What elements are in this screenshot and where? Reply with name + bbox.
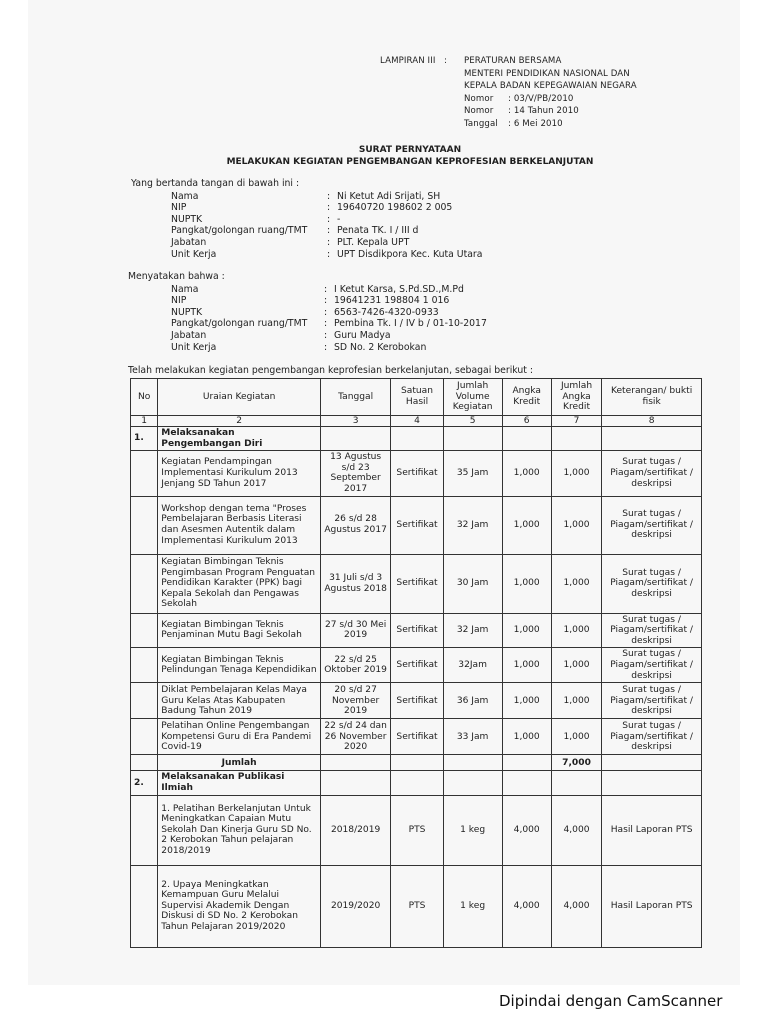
- col-num: 4: [391, 416, 443, 427]
- table-row: [131, 795, 702, 865]
- header-uraian: Uraian Kegiatan: [158, 379, 321, 416]
- cell-volume: 32 Jam: [443, 613, 502, 648]
- col-num: 5: [443, 416, 502, 427]
- cell-satuan: PTS: [391, 865, 443, 947]
- cell-angka: 1,000: [502, 683, 551, 719]
- lampiran-block: [380, 55, 637, 131]
- lampiran-label: [380, 55, 464, 131]
- cell-uraian: 2. Upaya Meningkatkan Kemampuan Guru Melalui Supervisi Akademik Dengan Diskusi di SD No. 2 Kerobokan Tahun Pelajaran 2019/2020: [158, 865, 321, 947]
- cell-uraian: Workshop dengan tema "Proses Pembelajaran Berbasis Literasi dan Asesmen Autentik dalam Implementasi Kurikulum 2013: [158, 496, 321, 554]
- tanggal-label: Tanggal: [464, 118, 498, 129]
- cell-keterangan: Hasil Laporan PTS: [602, 795, 702, 865]
- cell-satuan: Sertifikat: [391, 451, 443, 496]
- header-volume: Jumlah Volume Kegiatan: [443, 379, 502, 416]
- section-no: 1.: [131, 427, 158, 451]
- cell-angka: 1,000: [502, 451, 551, 496]
- col-num: 2: [158, 416, 321, 427]
- section-no: 2.: [131, 771, 158, 795]
- signer-key: NUPTK: [171, 213, 203, 225]
- column-number-row: [131, 416, 702, 427]
- document-title: SURAT PERNYATAAN: [358, 145, 462, 155]
- camscanner-watermark: Dipindai dengan CamScanner: [499, 992, 723, 1010]
- section-row: [131, 771, 702, 795]
- subject-value: SD No. 2 Kerobokan: [334, 341, 427, 353]
- cell-keterangan: Surat tugas / Piagam/sertifikat / deskripsi: [602, 683, 702, 719]
- total-label: Jumlah: [158, 755, 321, 771]
- cell-keterangan: Surat tugas / Piagam/sertifikat / deskripsi: [602, 496, 702, 554]
- nomor2-value: : 14 Tahun 2010: [508, 106, 579, 117]
- lampiran-line-1: PERATURAN BERSAMA: [464, 56, 562, 66]
- cell-jumlah: 1,000: [551, 683, 601, 719]
- header-satuan: Satuan Hasil: [391, 379, 443, 416]
- subject-key: NIP: [171, 295, 187, 307]
- signer-key: Nama: [171, 190, 199, 202]
- cell-angka: 4,000: [502, 795, 551, 865]
- cell-tanggal: 2019/2020: [320, 865, 390, 947]
- cell-angka: 1,000: [502, 554, 551, 613]
- header-row: [131, 379, 702, 416]
- signer-value: Penata TK. I / III d: [337, 225, 419, 237]
- cell-tanggal: 26 s/d 28 Agustus 2017: [320, 496, 390, 554]
- cell-uraian: Pelatihan Online Pengembangan Kompetensi Guru di Era Pandemi Covid-19: [158, 719, 321, 755]
- header-jumlah: Jumlah Angka Kredit: [551, 379, 601, 416]
- subject-value: Guru Madya: [334, 329, 391, 341]
- header-no: No: [131, 379, 158, 416]
- lampiran-line-3: KEPALA BADAN KEPEGAWAIAN NEGARA: [464, 81, 637, 92]
- total-value: 7,000: [551, 755, 601, 771]
- cell-keterangan: Surat tugas / Piagam/sertifikat / deskripsi: [602, 648, 702, 683]
- subject-block: Menyatakan bahwa : Nama : I Ketut Karsa, S.Pd.SD.,M.Pd NIP : 19641231 198804 1 016 NUPTK : 6563-7426-4320-0933 Pangkat/golongan ruang/TMT : Pembina Tk. I / IV b / 01-10-2017 Jabatan : Guru Madya Unit Kerja : SD No. 2 Kerobokan: [128, 271, 487, 353]
- cell-volume: 32Jam: [443, 648, 502, 683]
- cell-jumlah: 1,000: [551, 554, 601, 613]
- cell-satuan: Sertifikat: [391, 648, 443, 683]
- cell-volume: 36 Jam: [443, 683, 502, 719]
- signer-value: -: [337, 213, 341, 225]
- cell-uraian: Kegiatan Bimbingan Teknis Pengimbasan Program Penguatan Pendidikan Karakter (PPK) bagi Kepala Sekolah dan Pengawas Sekolah: [158, 554, 321, 613]
- cell-uraian: 1. Pelatihan Berkelanjutan Untuk Meningkatkan Capaian Mutu Sekolah Dan Kinerja Guru SD No. 2 Kerobokan Tahun pelajaran 2018/2019: [158, 795, 321, 865]
- table-row: [131, 719, 702, 755]
- cell-volume: 35 Jam: [443, 451, 502, 496]
- header-keterangan: Keterangan/ bukti fisik: [602, 379, 702, 416]
- cell-volume: 33 Jam: [443, 719, 502, 755]
- lampiran-line-2: MENTERI PENDIDIKAN NASIONAL DAN: [464, 68, 630, 79]
- activity-table: [130, 378, 702, 948]
- section-row: [131, 427, 702, 451]
- nomor1-value: : 03/V/PB/2010: [508, 93, 574, 104]
- signer-key: Unit Kerja: [171, 248, 217, 260]
- cell-jumlah: 1,000: [551, 613, 601, 648]
- subject-value: 6563-7426-4320-0933: [334, 306, 439, 318]
- col-num: 1: [131, 416, 158, 427]
- col-num: 7: [551, 416, 601, 427]
- cell-keterangan: Surat tugas / Piagam/sertifikat / deskripsi: [602, 719, 702, 755]
- subject-key: Pangkat/golongan ruang/TMT: [171, 318, 308, 330]
- signer-key: Jabatan: [171, 236, 207, 248]
- cell-tanggal: 27 s/d 30 Mei 2019: [320, 613, 390, 648]
- header-tanggal: Tanggal: [320, 379, 390, 416]
- cell-jumlah: 4,000: [551, 795, 601, 865]
- cell-satuan: Sertifikat: [391, 719, 443, 755]
- cell-keterangan: Hasil Laporan PTS: [602, 865, 702, 947]
- cell-satuan: PTS: [391, 795, 443, 865]
- cell-keterangan: Surat tugas / Piagam/sertifikat / deskripsi: [602, 554, 702, 613]
- cell-volume: 30 Jam: [443, 554, 502, 613]
- col-num: 6: [502, 416, 551, 427]
- signer-block: Yang bertanda tangan di bawah ini : Nama : Ni Ketut Adi Srijati, SH NIP : 19640720 198602 2 005 NUPTK : - Pangkat/golongan ruang/TMT : Penata TK. I / III d Jabatan : PLT. Kepala UPT Unit Kerja : UPT Disdikpora Kec. Kuta Utara: [131, 178, 483, 260]
- cell-uraian: Kegiatan Bimbingan Teknis Pelindungan Tenaga Kependidikan: [158, 648, 321, 683]
- table-row: [131, 683, 702, 719]
- tanggal-value: : 6 Mei 2010: [508, 118, 563, 129]
- nomor2-label: Nomor: [464, 106, 494, 117]
- cell-jumlah: 1,000: [551, 496, 601, 554]
- subject-value: Pembina Tk. I / IV b / 01-10-2017: [334, 318, 487, 330]
- cell-satuan: Sertifikat: [391, 496, 443, 554]
- table-row: [131, 496, 702, 554]
- table-row: [131, 554, 702, 613]
- cell-volume: 1 keg: [443, 795, 502, 865]
- subject-key: Nama: [171, 283, 199, 295]
- subject-key: Jabatan: [171, 329, 207, 341]
- subject-value: I Ketut Karsa, S.Pd.SD.,M.Pd: [334, 283, 464, 295]
- signer-key: Pangkat/golongan ruang/TMT: [171, 225, 308, 237]
- cell-tanggal: 2018/2019: [320, 795, 390, 865]
- lead-sentence: Telah melakukan kegiatan pengembangan keprofesian berkelanjutan, sebagai berikut :: [128, 365, 534, 376]
- col-num: 3: [320, 416, 390, 427]
- cell-keterangan: Surat tugas / Piagam/sertifikat / deskripsi: [602, 613, 702, 648]
- cell-jumlah: 1,000: [551, 719, 601, 755]
- subject-value: 19641231 198804 1 016: [334, 295, 450, 307]
- cell-jumlah: 1,000: [551, 451, 601, 496]
- cell-angka: 1,000: [502, 719, 551, 755]
- cell-tanggal: 31 Juli s/d 3 Agustus 2018: [320, 554, 390, 613]
- signer-key: NIP: [171, 202, 187, 214]
- section-title: Melaksanakan Pengembangan Diri: [158, 427, 321, 451]
- signer-value: 19640720 198602 2 005: [337, 202, 453, 214]
- table-row: [131, 865, 702, 947]
- signer-value: Ni Ketut Adi Srijati, SH: [337, 190, 441, 202]
- cell-tanggal: 22 s/d 25 Oktober 2019: [320, 648, 390, 683]
- section-title: Melaksanakan Publikasi Ilmiah: [158, 771, 321, 795]
- cell-angka: 4,000: [502, 865, 551, 947]
- cell-jumlah: 4,000: [551, 865, 601, 947]
- signer-intro: Yang bertanda tangan di bawah ini :: [131, 178, 300, 189]
- subject-key: Unit Kerja: [171, 341, 217, 353]
- cell-angka: 1,000: [502, 648, 551, 683]
- cell-tanggal: 13 Agustus s/d 23 September 2017: [320, 451, 390, 496]
- cell-tanggal: 22 s/d 24 dan 26 November 2020: [320, 719, 390, 755]
- cell-uraian: Diklat Pembelajaran Kelas Maya Guru Kelas Atas Kabupaten Badung Tahun 2019: [158, 683, 321, 719]
- lampiran-label-text: LAMPIRAN III: [380, 56, 436, 66]
- header-angka: Angka Kredit: [502, 379, 551, 416]
- cell-keterangan: Surat tugas / Piagam/sertifikat / deskripsi: [602, 451, 702, 496]
- lampiran-sep: :: [443, 56, 447, 66]
- document-subtitle: MELAKUKAN KEGIATAN PENGEMBANGAN KEPROFESIAN BERKELANJUTAN: [226, 157, 594, 167]
- cell-tanggal: 20 s/d 27 November 2019: [320, 683, 390, 719]
- cell-volume: 32 Jam: [443, 496, 502, 554]
- cell-satuan: Sertifikat: [391, 683, 443, 719]
- table-row: [131, 648, 702, 683]
- table-row: [131, 613, 702, 648]
- cell-satuan: Sertifikat: [391, 613, 443, 648]
- subject-intro: Menyatakan bahwa :: [128, 271, 225, 282]
- cell-angka: 1,000: [502, 496, 551, 554]
- cell-uraian: Kegiatan Pendampingan Implementasi Kurikulum 2013 Jenjang SD Tahun 2017: [158, 451, 321, 496]
- cell-volume: 1 keg: [443, 865, 502, 947]
- cell-angka: 1,000: [502, 613, 551, 648]
- table-row: [131, 451, 702, 496]
- signer-value: PLT. Kepala UPT: [337, 236, 410, 248]
- cell-uraian: Kegiatan Bimbingan Teknis Penjaminan Mutu Bagi Sekolah: [158, 613, 321, 648]
- cell-jumlah: 1,000: [551, 648, 601, 683]
- col-num: 8: [602, 416, 702, 427]
- total-row: [131, 755, 702, 771]
- subject-key: NUPTK: [171, 306, 203, 318]
- cell-satuan: Sertifikat: [391, 554, 443, 613]
- signer-value: UPT Disdikpora Kec. Kuta Utara: [337, 248, 483, 260]
- nomor1-label: Nomor: [464, 93, 494, 104]
